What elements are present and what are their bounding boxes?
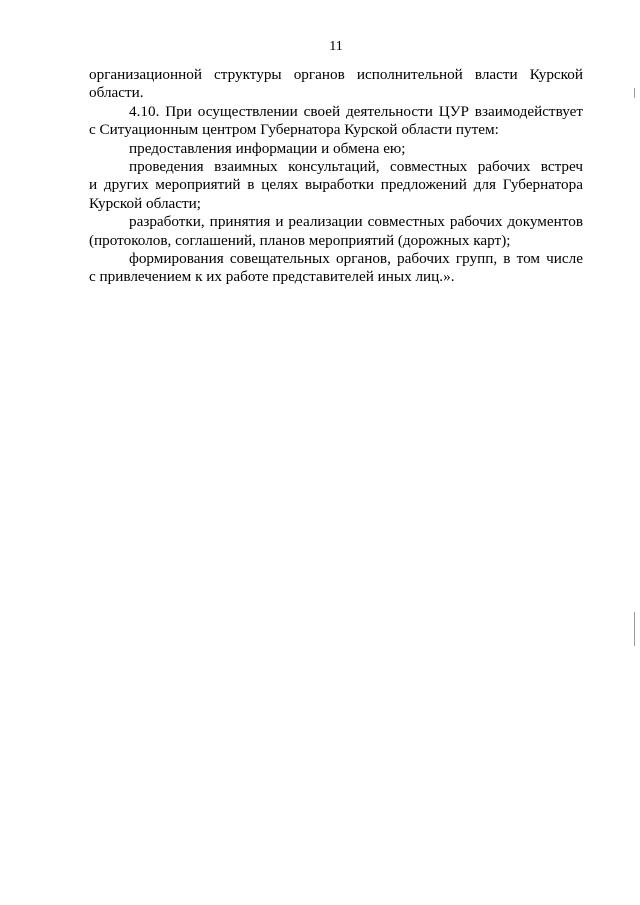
paragraph-4-10-start: 4.10. При осуществлении своей деятельности ЦУР взаимодействует (129, 102, 583, 120)
text-line: области. (89, 84, 144, 102)
body-text (89, 66, 583, 287)
scan-edge-mark (634, 88, 635, 98)
page-number: 11 (329, 39, 343, 54)
text-line: (протоколов, соглашений, планов мероприятий (дорожных карт); (89, 231, 511, 249)
text-line: с Ситуационным центром Губернатора Курской области путем: (89, 121, 499, 139)
list-item-information: предоставления информации и обмена ею; (129, 139, 406, 157)
scan-edge-mark (634, 612, 635, 646)
list-item-working-groups: формирования совещательных органов, рабочих групп, в том числе (129, 249, 583, 267)
text-line: и других мероприятий в целях выработки предложений для Губернатора (89, 176, 583, 194)
text-line: организационной структуры органов исполнительной власти Курской (89, 66, 583, 83)
list-item-consultations: проведения взаимных консультаций, совместных рабочих встреч (129, 157, 583, 175)
text-line: с привлечением к их работе представителей иных лиц.». (89, 268, 455, 286)
text-line: Курской области; (89, 194, 202, 212)
list-item-documents: разработки, принятия и реализации совместных рабочих документов (129, 213, 583, 231)
